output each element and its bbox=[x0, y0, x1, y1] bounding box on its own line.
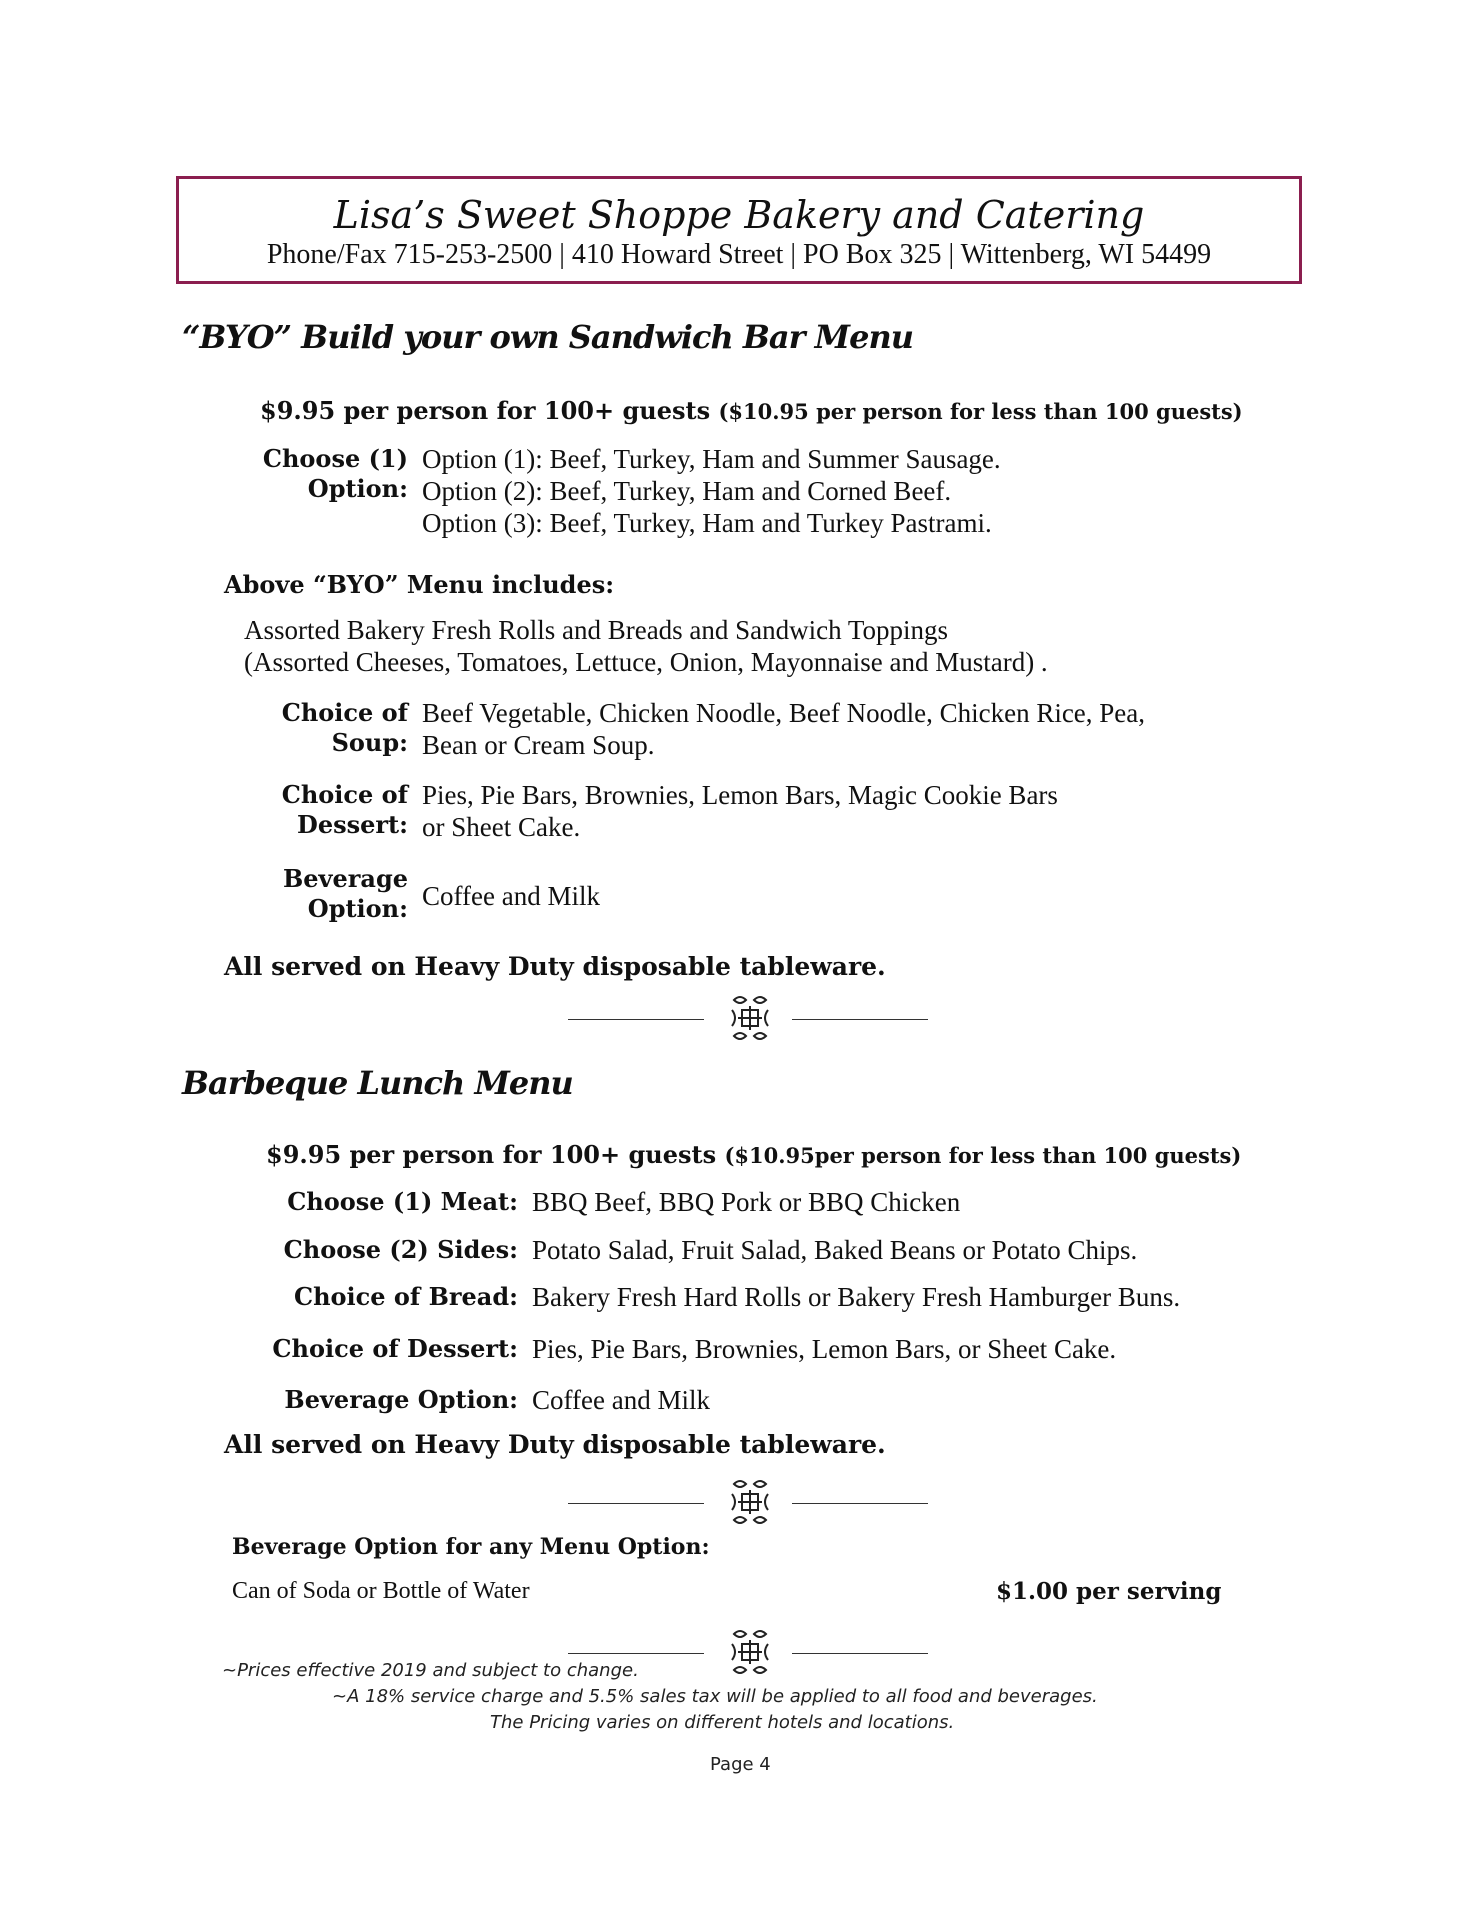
byo-dessert-line-2: or Sheet Cake. bbox=[422, 812, 581, 842]
beverage-addon-item: Can of Soda or Bottle of Water bbox=[232, 1578, 530, 1604]
divider-line-right bbox=[792, 1503, 928, 1504]
byo-dessert-value bbox=[422, 779, 1058, 843]
divider-line-left bbox=[568, 1019, 704, 1020]
ornament-icon bbox=[726, 992, 774, 1044]
divider-line-right bbox=[792, 1019, 928, 1020]
byo-choose-label bbox=[263, 444, 408, 504]
bbq-row-label: Choose (2) Sides: bbox=[283, 1235, 518, 1264]
byo-beverage-label-line2: Option: bbox=[307, 894, 408, 923]
bbq-row-label: Choice of Dessert: bbox=[272, 1334, 518, 1363]
byo-dessert-line-1: Pies, Pie Bars, Brownies, Lemon Bars, Magic Cookie Bars bbox=[422, 780, 1058, 810]
section-divider bbox=[568, 1476, 928, 1528]
ornament-icon bbox=[726, 1626, 774, 1678]
byo-choose-label-line1: Choose (1) bbox=[262, 444, 408, 473]
bbq-title: Barbeque Lunch Menu bbox=[182, 1064, 573, 1102]
bbq-row-value: Coffee and Milk bbox=[532, 1385, 710, 1415]
byo-dessert-label bbox=[282, 780, 408, 840]
beverage-addon-heading: Beverage Option for any Menu Option: bbox=[232, 1534, 710, 1560]
bbq-row-label: Choice of Bread: bbox=[294, 1282, 518, 1311]
business-name: Lisa’s Sweet Shoppe Bakery and Catering bbox=[333, 193, 1145, 237]
byo-price bbox=[260, 396, 1243, 425]
byo-option-3: Option (3): Beef, Turkey, Ham and Turkey Pastrami. bbox=[422, 508, 992, 538]
byo-soup-value bbox=[422, 697, 1145, 761]
byo-options-list bbox=[422, 443, 1001, 539]
byo-soup-label bbox=[282, 698, 408, 758]
byo-soup-line-2: Bean or Cream Soup. bbox=[422, 730, 655, 760]
note-pricing-varies: The Pricing varies on different hotels and locations. bbox=[490, 1712, 955, 1733]
ornament-icon bbox=[726, 1476, 774, 1528]
bbq-price bbox=[266, 1140, 1241, 1169]
byo-includes-text bbox=[244, 614, 1048, 678]
bbq-row-value: BBQ Beef, BBQ Pork or BBQ Chicken bbox=[532, 1187, 961, 1217]
byo-beverage-value: Coffee and Milk bbox=[422, 881, 600, 911]
bbq-price-sub: ($10.95per person for less than 100 guests) bbox=[724, 1143, 1242, 1168]
beverage-addon-price: $1.00 per serving bbox=[996, 1578, 1222, 1605]
bbq-row-value: Potato Salad, Fruit Salad, Baked Beans or Potato Chips. bbox=[532, 1235, 1138, 1265]
byo-dessert-label-line2: Dessert: bbox=[297, 810, 408, 839]
divider-line-left bbox=[568, 1653, 704, 1654]
page-number: Page 4 bbox=[710, 1754, 771, 1775]
byo-includes-line-1: Assorted Bakery Fresh Rolls and Breads and Sandwich Toppings bbox=[244, 615, 949, 645]
byo-beverage-label-line1: Beverage bbox=[282, 864, 408, 893]
byo-includes-line-2: (Assorted Cheeses, Tomatoes, Lettuce, Onion, Mayonnaise and Mustard) . bbox=[244, 647, 1048, 677]
byo-dessert-label-line1: Choice of bbox=[281, 780, 408, 809]
byo-price-main: $9.95 per person for 100+ guests bbox=[260, 396, 711, 425]
byo-includes-heading: Above “BYO” Menu includes: bbox=[224, 570, 615, 599]
bbq-row-label: Beverage Option: bbox=[284, 1385, 518, 1414]
note-service-charge: ~A 18% service charge and 5.5% sales tax will be applied to all food and beverages. bbox=[332, 1686, 1098, 1707]
divider-line-right bbox=[792, 1653, 928, 1654]
byo-tableware: All served on Heavy Duty disposable tableware. bbox=[224, 952, 886, 981]
header-box bbox=[176, 176, 1302, 284]
byo-soup-line-1: Beef Vegetable, Chicken Noodle, Beef Noodle, Chicken Rice, Pea, bbox=[422, 698, 1146, 728]
divider-line-left bbox=[568, 1503, 704, 1504]
byo-beverage-label bbox=[283, 864, 408, 924]
section-divider bbox=[568, 992, 928, 1044]
byo-title: “BYO” Build your own Sandwich Bar Menu bbox=[182, 318, 913, 356]
byo-soup-label-line2: Soup: bbox=[331, 728, 408, 757]
byo-soup-label-line1: Choice of bbox=[281, 698, 408, 727]
bbq-price-main: $9.95 per person for 100+ guests bbox=[266, 1140, 717, 1169]
bbq-row-label: Choose (1) Meat: bbox=[287, 1187, 518, 1216]
byo-option-1: Option (1): Beef, Turkey, Ham and Summer Sausage. bbox=[422, 444, 1001, 474]
byo-price-sub: ($10.95 per person for less than 100 guests) bbox=[718, 399, 1243, 424]
note-prices-effective: ~Prices effective 2019 and subject to change. bbox=[222, 1660, 639, 1681]
byo-choose-label-line2: Option: bbox=[307, 474, 408, 503]
bbq-tableware: All served on Heavy Duty disposable tableware. bbox=[224, 1430, 886, 1459]
contact-line: Phone/Fax 715-253-2500 | 410 Howard Street | PO Box 325 | Wittenberg, WI 54499 bbox=[266, 239, 1212, 270]
bbq-row-value: Bakery Fresh Hard Rolls or Bakery Fresh Hamburger Buns. bbox=[532, 1282, 1181, 1312]
bbq-row-value: Pies, Pie Bars, Brownies, Lemon Bars, or Sheet Cake. bbox=[532, 1334, 1117, 1364]
byo-option-2: Option (2): Beef, Turkey, Ham and Corned Beef. bbox=[422, 476, 952, 506]
